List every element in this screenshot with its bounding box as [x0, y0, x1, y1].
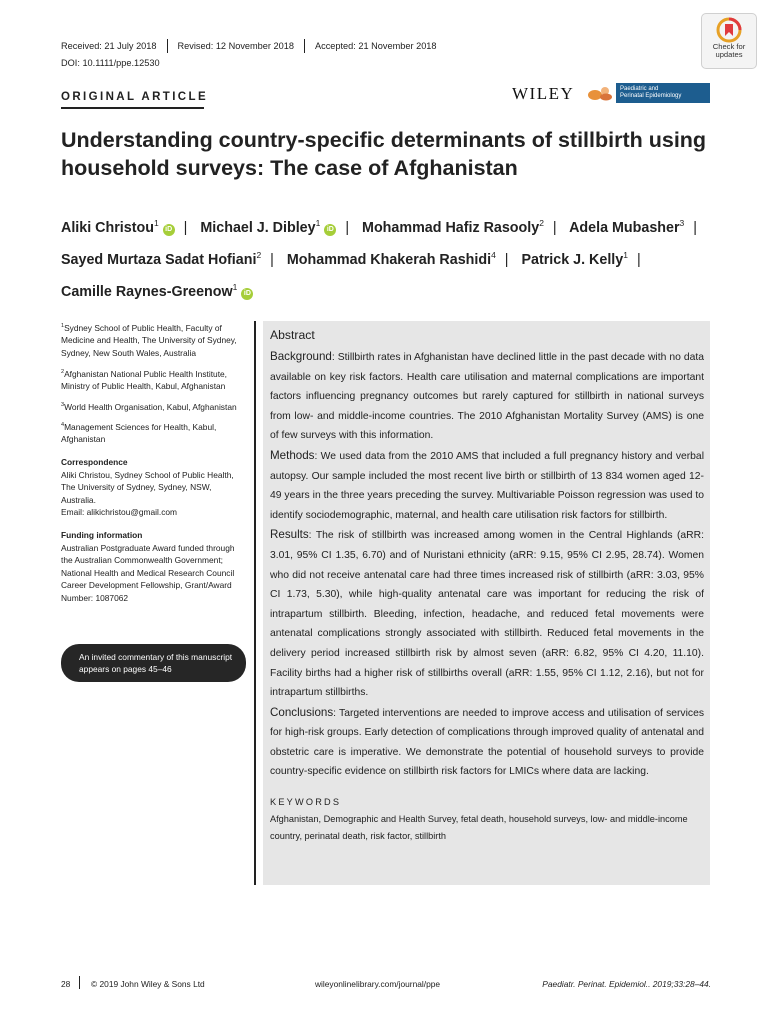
journal-line-2: Perinatal Epidemiology [620, 93, 682, 99]
correspondence-text: Aliki Christou, Sydney School of Public Health, The University of Sydney, Sydney, NSW, Australia. [61, 469, 234, 505]
abstract-panel [263, 321, 710, 885]
article-title: Understanding country-specific determinants of stillbirth using household surveys: The case of Afghanistan [61, 128, 707, 180]
revised-date: Revised: 12 November 2018 [177, 41, 294, 51]
correspondence-email[interactable]: Email: alikichristou@gmail.com [61, 507, 178, 518]
abstract-results: Results: The risk of stillbirth was increased among women in the Central Highlands (aRR: 3.01, 95% CI 1.35, 6.70) and of Nuristani ethnicity (aRR: 9.15, 95% CI 2.95, 28.74). Women who did not receive antenatal care had three times increased risk of stillbirth (aRR: 3.03, 95% CI 1.73, 5.30), while high-quality antenatal care was important for reducing the risk of intrapartum stillbirth. Bleeding, infection, headache, and reduced fetal movements were antenatal complications strongly associated with stillbirth. Reduced fetal movements in the delivery period increased stillbirth risk by almost seven (aRR: 6.82, 95% CI 4.20, 11.10). Facility births had a higher risk of stillbirths overall (aRR: 1.55, 95% CI 1.12, 2.16), but not for intrapartum stillbirths. [270, 528, 704, 699]
divider [304, 39, 305, 53]
author-list: Aliki Christou$^1$iD | Michael J. Dibley$^1$iD | Mohammad Hafiz Rasooly$^2$ | Adela Mubasher$^3$ | Sayed Murtaza Sadat Hofiani$^2$ | Mohammad Khakerah Rashidi$^4$ | Patrick J. Kelly$^1$ | Camille Raynes-Greenow$^1$iD [61, 218, 697, 300]
divider [167, 39, 168, 53]
affiliation: $^2$Afghanistan National Public Health Institute, Ministry of Public Health, Kabul, Afghanistan [61, 368, 228, 391]
funding-heading: Funding information [61, 529, 143, 540]
received-date: Received: 21 July 2018 [61, 41, 157, 51]
author[interactable]: Patrick J. Kelly$^1$ [521, 250, 628, 268]
orcid-icon[interactable]: iD [241, 288, 253, 300]
author[interactable]: Mohammad Khakerah Rashidi$^4$ [286, 250, 496, 268]
sidebar-info [61, 320, 247, 604]
check-label-1: Check for [712, 42, 746, 51]
correspondence-heading: Correspondence [61, 456, 128, 467]
citation: Paediatr. Perinat. Epidemiol.. 2019;33:28–44. [542, 979, 711, 989]
check-for-updates-icon [716, 17, 742, 43]
journal-url[interactable]: wileyonlinelibrary.com/journal/ppe [315, 979, 441, 989]
orcid-icon[interactable]: iD [163, 224, 175, 236]
column-divider [254, 321, 256, 885]
author[interactable]: Adela Mubasher$^3$ [569, 218, 685, 236]
check-label-2: updates [715, 50, 743, 59]
divider [79, 976, 80, 989]
check-for-updates-button[interactable] [701, 13, 757, 69]
author[interactable]: Camille Raynes-Greenow$^1$iD [61, 284, 253, 300]
author[interactable]: Sayed Murtaza Sadat Hofiani$^2$ [61, 250, 262, 268]
section-label-text: ORIGINAL ARTICLE [61, 91, 209, 103]
journal-mother-child-icon [583, 83, 616, 103]
abstract-background: Background: Stillbirth rates in Afghanistan have declined little in the past decade with no data available on key risk factors. Health care utilisation and maternal complications are important factors influencing pregnancy outcomes but rarely captured for stillbirth in national surveys from low- and middle-income countries. The 2010 Afghanistan Mortality Survey (AMS) is one of few surveys with this information. [270, 350, 704, 442]
copyright: © 2019 John Wiley & Sons Ltd [91, 979, 205, 989]
accepted-date: Accepted: 21 November 2018 [314, 41, 437, 51]
journal-name [616, 86, 681, 100]
affiliation: $^3$World Health Organisation, Kabul, Afghanistan [61, 401, 237, 412]
keywords-heading: KEYWORDS [270, 797, 342, 808]
section-label [61, 91, 208, 103]
author[interactable]: Michael J. Dibley$^1$iD [200, 220, 336, 236]
publisher-logo[interactable]: WILEY [512, 84, 575, 103]
abstract-methods: Methods: We used data from the 2010 AMS that included a full pregnancy history and verbal autopsy. Our sample included the most recent live birth or stillbirth of 13 834 women aged 12-49 years in the three years preceding the survey. Multivariable Poisson regression was used to identify sociodemographic, maternal, and health care utilisation risk factors for stillbirth. [270, 448, 704, 521]
orcid-icon[interactable]: iD [324, 224, 336, 236]
section-underline [61, 107, 204, 109]
abstract-conclusions: Conclusions: Targeted interventions are needed to improve access and utilisation of services for high-risk groups. Early detection of complications through improved quality of antenatal and obstetric care is imperative. We demonstrate the potential of household surveys to provide country-specific evidence on stillbirth risk factors for LMICs where data are lacking. [270, 705, 704, 778]
affiliation: $^1$Sydney School of Public Health, Faculty of Medicine and Health, The University of Sydney, Sydney, New South Wales, Australia [61, 322, 237, 358]
author[interactable]: Mohammad Hafiz Rasooly$^2$ [362, 218, 544, 236]
journal-logo[interactable] [583, 83, 710, 103]
doi[interactable]: DOI: 10.1111/ppe.12530 [61, 58, 160, 68]
funding-text: Australian Postgraduate Award funded through the Australian Commonwealth Government; National Health and Medical Research Council Career Development Fellowship, Grant/Award Number: 1087062 [61, 542, 235, 603]
journal-line-1: Paediatric and [620, 86, 659, 93]
submission-dates [61, 39, 437, 53]
affiliation: $^4$Management Sciences for Health, Kabul, Afghanistan [61, 421, 217, 445]
abstract-heading: Abstract [270, 328, 315, 342]
invited-commentary-badge[interactable]: An invited commentary of this manuscript appears on pages 45–46 [61, 644, 246, 682]
page-number: 28 [61, 979, 71, 989]
keywords-list: Afghanistan, Demographic and Health Survey, fetal death, household surveys, low- and middle-income country, perinatal death, risk factor, stillbirth [270, 814, 688, 842]
author[interactable]: Aliki Christou$^1$iD [61, 220, 175, 236]
